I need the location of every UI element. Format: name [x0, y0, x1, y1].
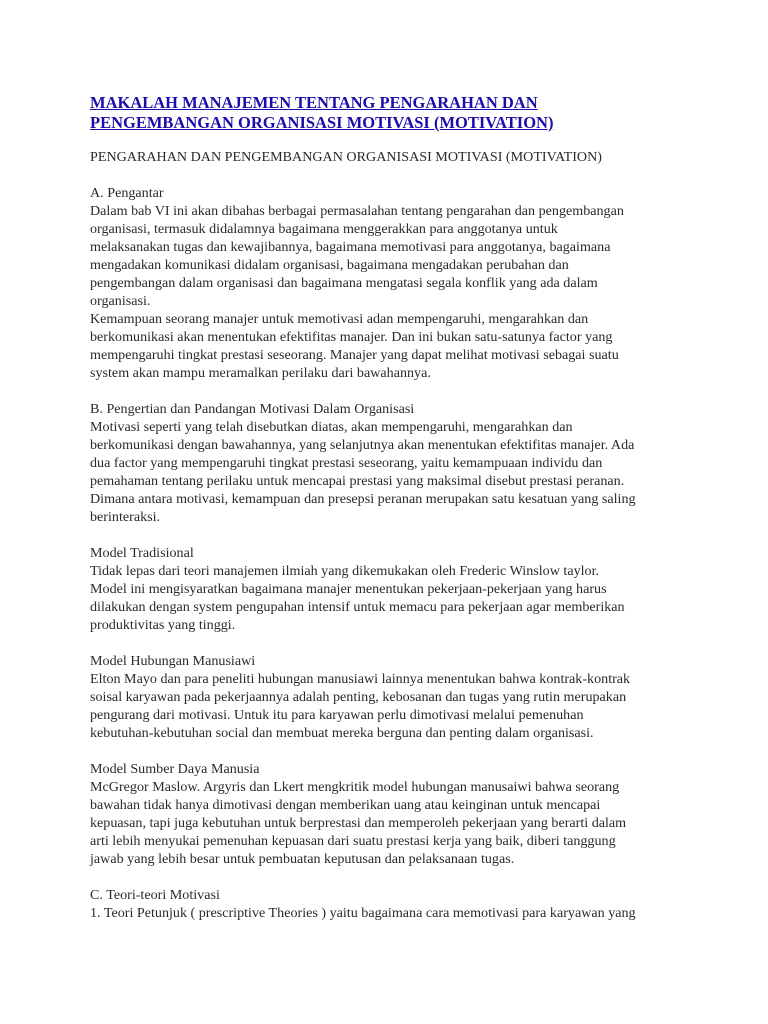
document-page [90, 93, 690, 922]
document-subtitle: PENGARAHAN DAN PENGEMBANGAN ORGANISASI MOTIVASI (MOTIVATION) [90, 149, 602, 165]
body-line: mempengaruhi tingkat prestasi seseorang. Manajer yang dapat melihat motivasi sebagai suatu [90, 347, 619, 363]
section-heading: B. Pengertian dan Pandangan Motivasi Dalam Organisasi [90, 401, 415, 417]
body-line: Motivasi seperti yang telah disebutkan diatas, akan mempengaruhi, mengarahkan dan [90, 419, 573, 435]
body-line: arti lebih menyukai pemenuhan kepuasan dari suatu prestasi kerja yang baik, diberi tanggung [90, 833, 616, 849]
body-line: Tidak lepas dari teori manajemen ilmiah yang dikemukakan oleh Frederic Winslow taylor. [90, 563, 600, 579]
section-heading: Model Hubungan Manusiawi [90, 653, 256, 669]
section-heading: C. Teori-teori Motivasi [90, 887, 220, 903]
body-line: bawahan tidak hanya dimotivasi dengan memberikan uang atau keinginan untuk mencapai [90, 797, 601, 813]
body-line: organisasi. [90, 293, 151, 309]
body-line: produktivitas yang tinggi. [90, 617, 236, 633]
document-body [90, 148, 690, 922]
body-line: pemahaman tentang perilaku untuk mencapai prestasi yang maksimal disebut prestasi peranan. [90, 473, 625, 489]
body-line: Kemampuan seorang manajer untuk memotivasi adan mempengaruhi, mengarahkan dan [90, 311, 589, 327]
section-heading: Model Tradisional [90, 545, 194, 561]
section-heading: A. Pengantar [90, 185, 164, 201]
body-line: berkomunikasi dengan bawahannya, yang selanjutnya akan menentukan efektifitas manajer. Ada [90, 437, 635, 453]
body-line: pengurang dari motivasi. Untuk itu para karyawan perlu dimotivasi melalui pemenuhan [90, 707, 584, 723]
title-line: MAKALAH MANAJEMEN TENTANG PENGARAHAN DAN [90, 93, 538, 112]
body-line: Elton Mayo dan para peneliti hubungan manusiawi lainnya menentukan bahwa kontrak-kontrak [90, 671, 631, 687]
body-line: pengembangan dalam organisasi dan bagaimana mengatasi segala konflik yang ada dalam [90, 275, 598, 291]
body-line: Dimana antara motivasi, kemampuan dan presepsi peranan merupakan satu kesatuan yang saling [90, 491, 636, 507]
body-line: dua factor yang mempengaruhi tingkat prestasi seseorang, yaitu kemampuaan individu dan [90, 455, 603, 471]
body-line: system akan mampu meramalkan perilaku dari bawahannya. [90, 365, 431, 381]
body-line: Dalam bab VI ini akan dibahas berbagai permasalahan tentang pengarahan dan pengembangan [90, 203, 624, 219]
body-line: 1. Teori Petunjuk ( prescriptive Theories ) yaitu bagaimana cara memotivasi para karyawan yang [90, 905, 636, 921]
body-line: berkomunikasi akan menentukan efektifitas manajer. Dan ini bukan satu-satunya factor yang [90, 329, 613, 345]
body-line: organisasi, termasuk didalamnya bagaimana menggerakkan para anggotanya untuk [90, 221, 558, 237]
body-line: McGregor Maslow. Argyris dan Lkert mengkritik model hubungan manusaiwi bahwa seorang [90, 779, 620, 795]
body-line: soisal karyawan pada pekerjaannya adalah penting, kebosanan dan tugas yang rutin merupakan [90, 689, 627, 705]
body-line: kepuasan, tapi juga kebutuhan untuk berprestasi dan memperoleh pekerjaan yang berarti dalam [90, 815, 627, 831]
document-title-link[interactable] [90, 93, 690, 133]
body-line: mengadakan komunikasi didalam organisasi, bagaimana mengadakan perubahan dan [90, 257, 569, 273]
body-line: jawab yang lebih besar untuk pembuatan keputusan dan pelaksanaan tugas. [90, 851, 515, 867]
section-heading: Model Sumber Daya Manusia [90, 761, 260, 777]
body-line: dilakukan dengan system pengupahan intensif untuk memacu para pekerjaan agar memberikan [90, 599, 625, 615]
body-line: kebutuhan-kebutuhan social dan membuat mereka berguna dan penting dalam organisasi. [90, 725, 594, 741]
body-line: berinteraksi. [90, 509, 161, 525]
body-line: Model ini mengisyaratkan bagaimana manajer menentukan pekerjaan-pekerjaan yang harus [90, 581, 607, 597]
title-line: PENGEMBANGAN ORGANISASI MOTIVASI (MOTIVATION) [90, 113, 554, 132]
body-line: melaksanakan tugas dan kewajibannya, bagaimana memotivasi para anggotanya, bagaimana [90, 239, 611, 255]
